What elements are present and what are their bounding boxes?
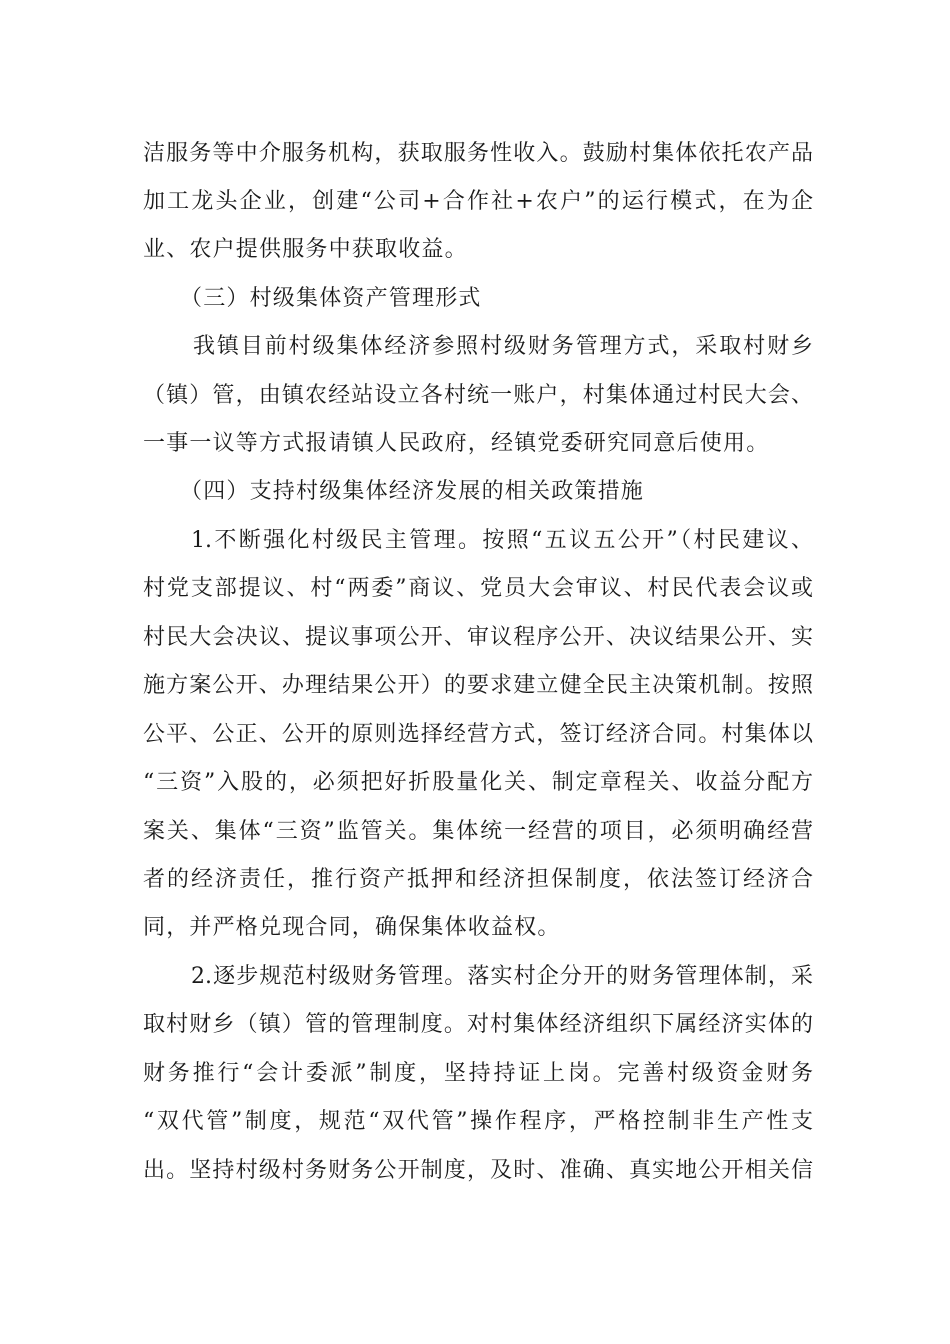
paragraph-first-line: 我镇目前村级集体经济参照村级财务管理方式，采取村财乡 [193,334,813,359]
paragraph-first-line: 1.不断强化村级民主管理。按照“五议五公开”（村民建议、 [191,528,813,553]
text-line: “三资”入股的，必须把好折股量化关、制定章程关、收益分配方 [143,770,813,795]
text-line: 洁服务等中介服务机构，获取服务性收入。鼓励村集体依托农产品 [143,141,813,166]
text-line: 施方案公开、办理结果公开）的要求建立健全民主决策机制。按照 [143,673,813,698]
text-line: 村党支部提议、村“两委”商议、党员大会审议、村民代表会议或 [143,576,813,601]
text-line: （镇）管，由镇农经站设立各村统一账户，村集体通过村民大会、 [143,383,813,408]
text-line: 取村财乡（镇）管的管理制度。对村集体经济组织下属经济实体的 [143,1012,813,1037]
text-line: 财务推行“会计委派”制度，坚持持证上岗。完善村级资金财务 [143,1061,813,1086]
text-line: 同，并严格兑现合同，确保集体收益权。 [143,915,561,940]
text-line: 出。坚持村级村务财务公开制度，及时、准确、真实地公开相关信 [143,1158,813,1183]
text-line: 者的经济责任，推行资产抵押和经济担保制度，依法签订经济合 [143,867,813,892]
section-heading: （四）支持村级集体经济发展的相关政策措施 [180,479,645,504]
section-heading: （三）村级集体资产管理形式 [180,286,482,311]
text-line: 业、农户提供服务中获取收益。 [143,237,468,262]
text-line: 案关、集体“三资”监管关。集体统一经营的项目，必须明确经营 [143,819,813,844]
text-line: 公平、公正、公开的原则选择经营方式，签订经济合同。村集体以 [143,722,813,747]
text-line: 村民大会决议、提议事项公开、审议程序公开、决议结果公开、实 [143,625,813,650]
text-line: 一事一议等方式报请镇人民政府，经镇党委研究同意后使用。 [143,431,770,456]
text-line: 加工龙头企业，创建“公司+合作社+农户”的运行模式，在为企 [143,189,813,214]
text-line: “双代管”制度，规范“双代管”操作程序，严格控制非生产性支 [143,1109,813,1134]
paragraph-first-line: 2.逐步规范村级财务管理。落实村企分开的财务管理体制，采 [191,964,813,989]
